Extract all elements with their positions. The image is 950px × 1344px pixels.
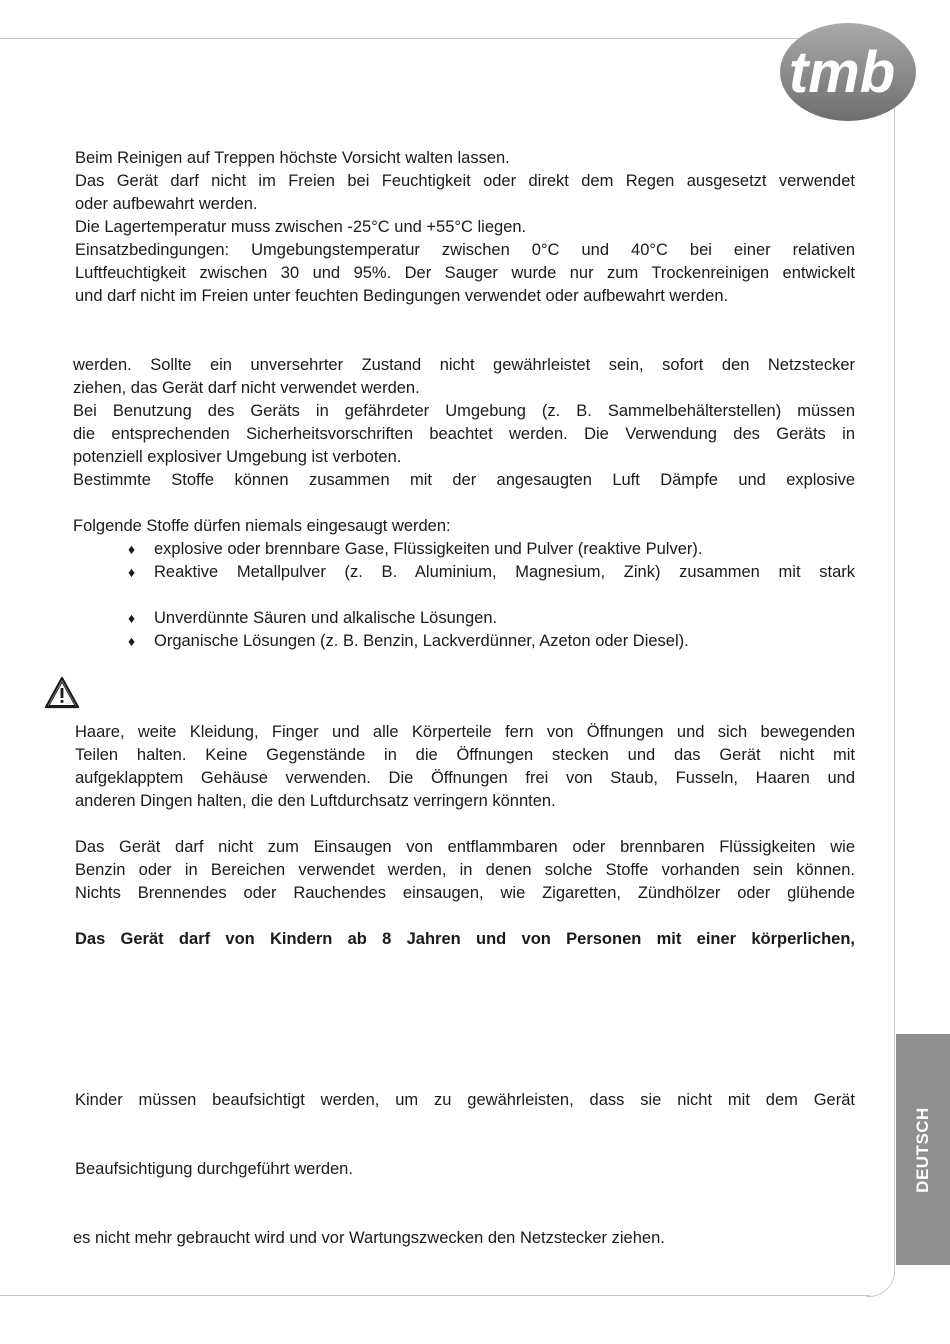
text-line: und darf nicht im Freien unter feuchten Bedingungen verwendet oder aufbewahrt werden. [75, 287, 729, 305]
text-line: werden. Sollte ein unversehrter Zustand nicht gewährleistet sein, sofort den Netzstecker [73, 356, 855, 374]
text-line: Luftfeuchtigkeit zwischen 30 und 95%. Der Sauger wurde nur zum Trockenreinigen entwickelt [75, 264, 855, 282]
text-line: Nichts Brennendes oder Rauchendes einsaugen, wie Zigaretten, Zündhölzer oder glühende [75, 884, 855, 902]
paragraph-children-supervision: Kinder müssen beaufsichtigt werden, um zu gewährleisten, dass sie nicht mit dem Gerät [75, 1091, 855, 1109]
bullet-icon: ♦ [128, 564, 136, 580]
text-line: ziehen, das Gerät darf nicht verwendet werden. [73, 379, 420, 397]
paragraph-supervision: Beaufsichtigung durchgeführt werden. [75, 1160, 353, 1178]
text-line: Teilen halten. Keine Gegenstände in die Öffnungen stecken und das Gerät nicht mit [75, 746, 855, 764]
list-intro: Folgende Stoffe dürfen niemals eingesaugt werden: [73, 517, 451, 535]
svg-text:tmb: tmb [788, 40, 896, 105]
paragraph-unplug: es nicht mehr gebraucht wird und vor Wartungszwecken den Netzstecker ziehen. [73, 1229, 665, 1247]
text-line: Benzin oder in Bereichen verwendet werden, in denen solche Stoffe vorhanden sein können. [75, 861, 855, 879]
page-frame-bottom [0, 1295, 870, 1296]
bullet-icon: ♦ [128, 633, 136, 649]
bullet-icon: ♦ [128, 610, 136, 626]
warning-triangle-icon [44, 676, 80, 710]
text-line: anderen Dingen halten, die den Luftdurchsatz verringern könnten. [75, 792, 556, 810]
text-line: Das Gerät darf nicht im Freien bei Feuchtigkeit oder direkt dem Regen ausgesetzt verwendet [75, 172, 855, 190]
paragraph-children-age: Das Gerät darf von Kindern ab 8 Jahren und von Personen mit einer körperlichen, [75, 930, 855, 948]
text-line: die entsprechenden Sicherheitsvorschriften beachtet werden. Die Verwendung des Geräts in [73, 425, 855, 443]
text-line: oder aufbewahrt werden. [75, 195, 258, 213]
page-frame-right [894, 70, 895, 1276]
tmb-logo [778, 20, 918, 124]
text-line: potenziell explosiver Umgebung ist verboten. [73, 448, 402, 466]
page-frame-top [0, 38, 884, 39]
list-item: Unverdünnte Säuren und alkalische Lösungen. [154, 609, 498, 627]
language-tab-label: DEUTSCH [913, 1106, 933, 1193]
text-line: Die Lagertemperatur muss zwischen -25°C und +55°C liegen. [75, 218, 527, 236]
list-item: Organische Lösungen (z. B. Benzin, Lackverdünner, Azeton oder Diesel). [154, 632, 689, 650]
list-item: explosive oder brennbare Gase, Flüssigkeiten und Pulver (reaktive Pulver). [154, 540, 703, 558]
text-line: Haare, weite Kleidung, Finger und alle Körperteile fern von Öffnungen und sich bewegenden [75, 723, 855, 741]
page-frame-corner-bottom [866, 1262, 895, 1297]
text-line: Bestimmte Stoffe können zusammen mit der angesaugten Luft Dämpfe und explosive [73, 471, 855, 489]
text-line: Das Gerät darf nicht zum Einsaugen von entflammbaren oder brennbaren Flüssigkeiten wie [75, 838, 855, 856]
text-line: Bei Benutzung des Geräts in gefährdeter Umgebung (z. B. Sammelbehälterstellen) müssen [73, 402, 855, 420]
text-line: aufgeklapptem Gehäuse verwenden. Die Öffnungen frei von Staub, Fusseln, Haaren und [75, 769, 855, 787]
bullet-icon: ♦ [128, 541, 136, 557]
text-line: Beim Reinigen auf Treppen höchste Vorsicht walten lassen. [75, 149, 510, 167]
list-item: Reaktive Metallpulver (z. B. Aluminium, Magnesium, Zink) zusammen mit stark [154, 563, 855, 581]
text-line: Einsatzbedingungen: Umgebungstemperatur zwischen 0°C und 40°C bei einer relativen [75, 241, 855, 259]
